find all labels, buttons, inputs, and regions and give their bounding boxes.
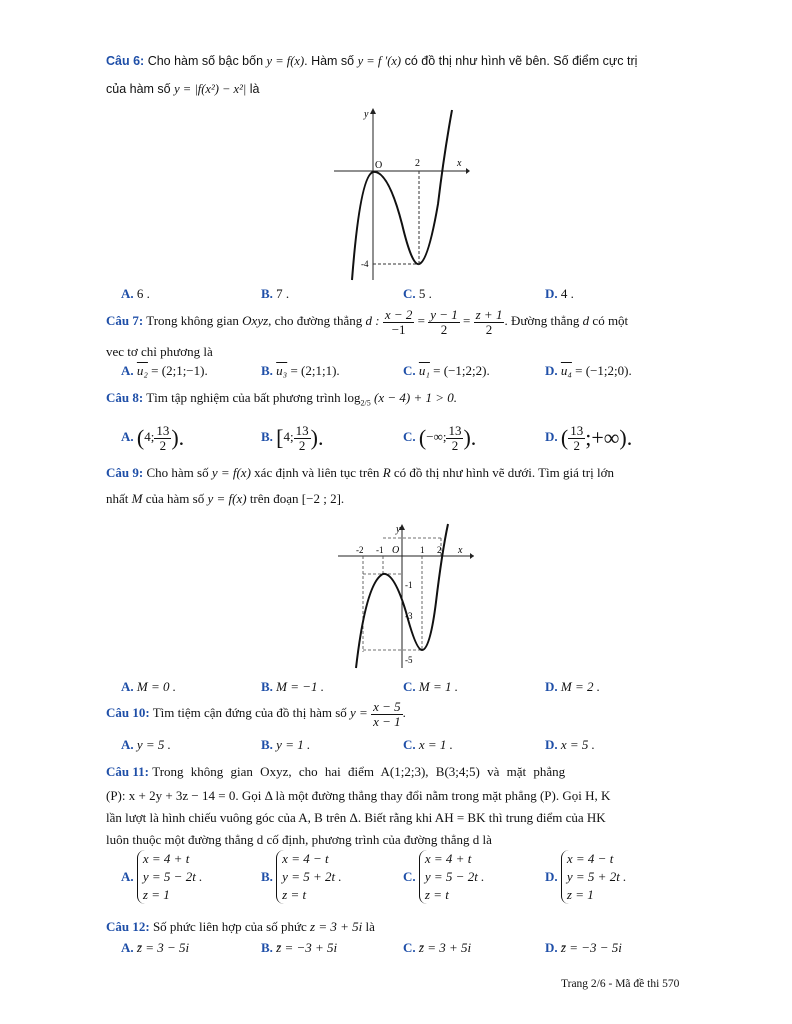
q10-line1: Câu 10: Tìm tiệm cận đứng của đồ thị hàm số y = $\frac{x - 5}{x - 1}$ . [106,699,406,729]
q8-option-d[interactable]: D. ( $\frac{13}{2}$ ;+∞). [545,423,633,453]
q12-option-b[interactable]: B. z̄ = −3 + 5i [261,940,338,955]
page-footer: Trang 2/6 - Mã đề thi 570 [561,978,680,990]
q6-label: Câu 6: [106,54,145,68]
q12-option-d[interactable]: D. z̄ = −3 − 5i [545,940,622,955]
q6-option-a[interactable]: A. 6 . [121,286,150,301]
q9-x-axis-label: x [458,545,463,556]
q8-option-a[interactable]: A. (4; $\frac{13}{2}$ ). [121,423,185,453]
q7-line2: vec tơ chỉ phương là [106,344,213,359]
q11-label: Câu 11: [106,764,149,779]
q11-line2: (P): x + 2y + 3z − 14 = 0. Gọi Δ là một đường thẳng thay đổi nằm trong mặt phẳng (P). Gọi H, K [106,788,611,803]
q6-option-c[interactable]: C. 5 . [403,286,432,301]
q11-line4: luôn thuộc một đường thẳng d cố định, phương trình của đường thẳng d là [106,832,492,847]
q9-x-tick-m1: -1 [376,545,384,555]
q9-option-d[interactable]: D. M = 2 . [545,679,600,694]
q9-y-axis-label: y [396,524,401,535]
q10-option-b[interactable]: B. y = 1 . [261,737,311,752]
q9-y-tick-m5: -5 [405,655,413,665]
q9-graph [336,522,476,670]
q12-line1: Câu 12: Số phức liên hợp của số phức z = 3 + 5i là [106,919,375,934]
q9-y-tick-m1: -1 [405,580,413,590]
q6-x-axis-label: x [457,158,462,169]
q12-option-c[interactable]: C. z̄ = 3 + 5i [403,940,472,955]
q11-option-c[interactable]: C. x = 4 + t y = 5 − 2t . z = t [403,851,485,902]
q6-x-tick: 2 [415,158,420,169]
q6-option-b[interactable]: B. 7 . [261,286,290,301]
q6-option-d[interactable]: D. 4 . [545,286,574,301]
q12-label: Câu 12: [106,919,150,934]
q10-option-a[interactable]: A. y = 5 . [121,737,171,752]
q9-x-tick-2: 2 [437,545,442,555]
q6-line1: Câu 6: Cho hàm số bậc bốn y = f(x). Hàm số y = f ′(x) có đồ thị như hình vẽ bên. Số điểm cực trị [106,54,638,68]
q10-option-c[interactable]: C. x = 1 . [403,737,453,752]
q8-option-c[interactable]: C. (−∞; $\frac{13}{2}$ ). [403,423,477,453]
q9-option-b[interactable]: B. M = −1 . [261,679,325,694]
q9-line2: nhất M của hàm số y = f(x) trên đoạn [−2 ; 2]. [106,491,345,506]
q11-line3: lần lượt là hình chiếu vuông góc của A, B trên Δ. Biết rằng khi AH = BK thì trung điểm của HK [106,810,606,825]
q7-option-b[interactable]: B. u₃ = (2;1;1). [261,363,340,378]
q6-y-axis-label: y [364,109,369,120]
q6-origin-label: O [375,160,383,171]
q11-option-a[interactable]: A. x = 4 + t y = 5 − 2t . z = 1 [121,851,203,902]
q7-label: Câu 7: [106,313,144,329]
q6-line2: của hàm số y = |f(x²) − x²| là [106,82,260,96]
q9-x-tick-m2: -2 [356,545,364,555]
q9-option-c[interactable]: C. M = 1 . [403,679,458,694]
q8-line1: Câu 8: Tìm tập nghiệm của bất phương trình $\log_{2/5} (x - 4) + 1 > 0$. [106,390,458,408]
q9-x-tick-1: 1 [420,545,425,555]
q11-option-b[interactable]: B. x = 4 − t y = 5 + 2t . z = t [261,851,342,902]
q9-label: Câu 9: [106,465,144,480]
q10-label: Câu 10: [106,705,150,721]
q12-option-a[interactable]: A. z̄ = 3 − 5i [121,940,190,955]
q8-label: Câu 8: [106,390,144,405]
q9-line1: Câu 9: Cho hàm số y = f(x) xác định và liên tục trên R có đồ thị như hình vẽ dưới. Tìm giá trị lớn [106,465,614,480]
q9-y-tick-m3: -3 [405,611,413,621]
q10-option-d[interactable]: D. x = 5 . [545,737,595,752]
q8-option-b[interactable]: B. [4; $\frac{13}{2}$ ). [261,423,324,453]
q7-option-d[interactable]: D. u₄ = (−1;2;0). [545,363,632,378]
q6-graph [330,104,470,282]
q7-line1: Câu 7: Trong không gian Oxyz, cho đường thẳng d : $\frac{x - 2}{-1}$ = $\frac{y - 1}{2}$ = $\frac{z + 1}{2}$ . Đường thẳng d có một [106,307,629,337]
q9-origin-label: O [392,545,400,556]
q11-line1: Câu 11: Trong không gian Oxyz, cho hai điểm A(1;2;3), B(3;4;5) và mặt phẳng [106,764,566,779]
q6-y-tick: -4 [361,259,369,269]
q11-option-d[interactable]: D. x = 4 − t y = 5 + 2t . z = 1 [545,851,627,902]
q7-option-c[interactable]: C. u₁ = (−1;2;2). [403,363,490,378]
q9-option-a[interactable]: A. M = 0 . [121,679,176,694]
q7-option-a[interactable]: A. u₂ = (2;1;−1). [121,363,208,378]
